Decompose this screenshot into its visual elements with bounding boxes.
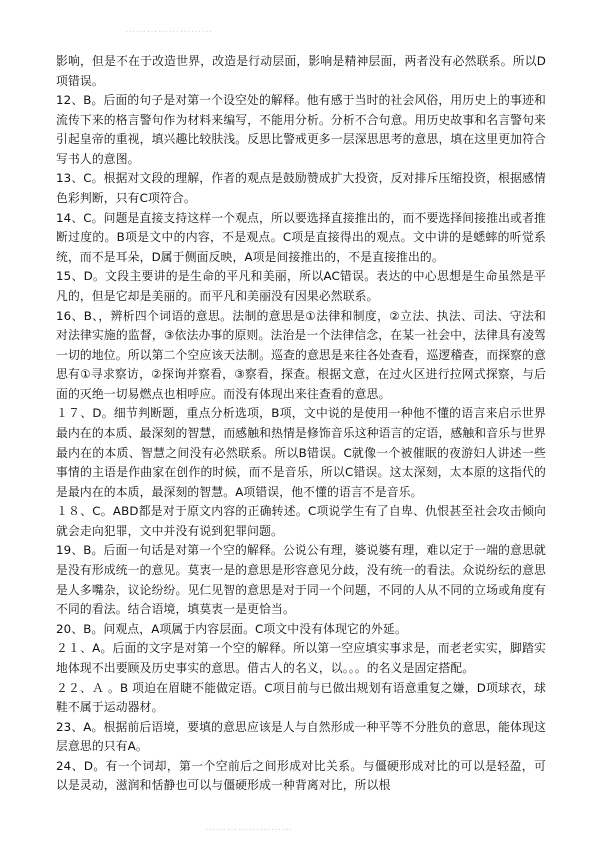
paragraph-continuation: 影响，但是不在于改造世界，改造是行动层面，影响是精神层面，两者没有必然联系。所以D项错误。: [56, 54, 546, 88]
footer-watermark: ……………………: [205, 822, 293, 833]
answer-16: 16、B、，辨析四个词语的意思。法制的意思是①法律和制度，②立法、执法、司法、守法和对法律实施的监督，③依法办事的原则。法治是一个法律信念，在某一社会中，法律具有凌驾一切的地位。所以第二个空应该天法制。巡查的意思是来往各处查看，巡逻稽查，而探察的意思有①寻求察访，②探询并察看，③察看，探查。根据文意，在过火区进行拉网式探察，与后面的灭绝一切易燃点也相呼应。而没有体现出来往查看的意思。: [56, 308, 546, 401]
answer-22: ２２、Ａ 。B 项迫在眉睫不能做定语。C项目前与已做出规划有语意重复之嫌，D项球衣，球鞋不属于运动器材。: [56, 680, 546, 715]
answer-24: 24、D。有一个词却，第一个空前后之间形成对比关系。与僵硬形成对比的可以是轻盈，可以是灵动，滋润和恬静也可以与僵硬形成一种背离对比，所以根: [56, 758, 546, 793]
answer-19: 19、B。后面一句话是对第一个空的解释。公说公有理，婆说婆有理，难以定于一端的意思就是没有形成统一的意见。莫衷一是的意思是形容意见分歧，没有统一的看法。众说纷纭的意思是人多嘴杂，议论纷纷。见仁见智的意思是对于同一个问题，不同的人从不同的立场或角度有不同的看法。结合语境，填莫衷一是更恰当。: [56, 543, 546, 617]
header-watermark: ……………………: [125, 24, 213, 35]
answer-15: 15、D。文段主要讲的是生命的平凡和美丽，所以AC错误。表达的中心思想是生命虽然是平凡的，但是它却是美丽的。而平凡和美丽没有因果必然联系。: [56, 269, 546, 303]
answer-20: 20、B。问观点，A项属于内容层面。C项文中没有体现它的外延。: [56, 621, 407, 636]
answer-21: ２１、A。后面的文字是对第一个空的解释。所以第一空应填实事求是，而老老实实，脚踏实地体现不出要顾及历史事实的意思。借古人的名义，以。。。的名义是固定搭配。: [56, 641, 546, 675]
answer-23: 23、A。根据前后语境，要填的意思应该是人与自然形成一种平等不分胜负的意思，能体现这层意思的只有A。: [56, 719, 546, 754]
answer-12: 12、B。后面的句子是对第一个设空处的解释。他有感于当时的社会风俗，用历史上的事迹和流传下来的格言警句作为材料来编写，不能用分析。分析不合句意。用历史故事和名言警句来引起皇帝的重视，填兴趣比较肤浅。反思比警戒更多一层深思思考的意思，填在这里更加符合写书人的意图。: [56, 93, 546, 166]
answer-explanations: [56, 52, 546, 812]
answer-13: 13、C。根据对文段的理解，作者的观点是鼓励赞成扩大投资，反对排斥压缩投资，根据感情色彩判断，只有C项符合。: [56, 171, 546, 206]
answer-18: １８、C。ABD都是对于原文内容的正确转述。C项说学生有了自卑、仇恨甚至社会攻击倾向就会走向犯罪，文中并没有说到犯罪问题。: [56, 504, 546, 538]
answer-14: 14、C。问题是直接支持这样一个观点，所以要选择直接推出的，而不要选择间接推出或者推断过度的。B项是文中的内容，不是观点。C项是直接得出的观点。文中讲的是蟋蟀的听觉系统，而不是耳朵，D属于侧面反映，A项是间接推出的，不是直接推出的。: [56, 210, 546, 264]
answer-17: １７、D。细节判断题，重点分析选项，B项，文中说的是使用一种他不懂的语言来启示世界最内在的本质、最深刻的智慧，而感触和热情是修饰音乐这种语言的定语，感触和音乐与世界最内在的本质、智慧之间没有必然联系。所以B错误。C就像一个被催眠的夜游妇人讲述一些事情的主语是作曲家在创作的时候，而不是音乐，所以C错误。这太深刻，太本原的这指代的是最内在的本质，最深刻的智慧。A项错误，他不懂的语言不是音乐。: [56, 406, 546, 499]
